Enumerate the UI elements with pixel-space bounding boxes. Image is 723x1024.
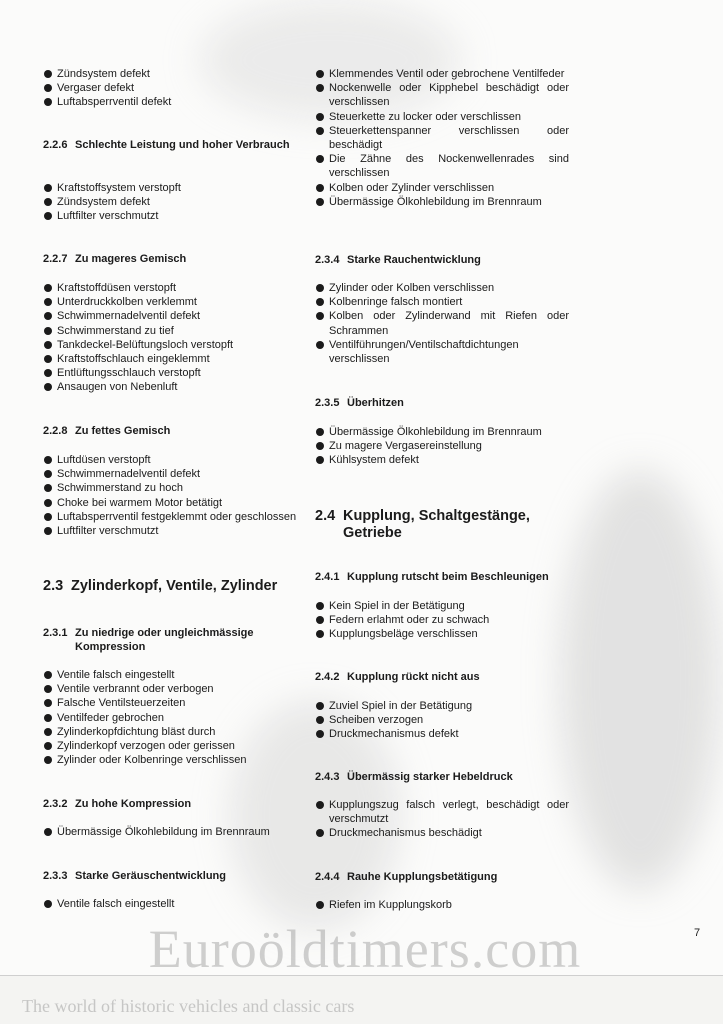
watermark-tagline: The world of historic vehicles and classic cars bbox=[22, 996, 355, 1016]
list-item: Zylinder oder Kolben verschlissen bbox=[315, 281, 569, 295]
list-item: Druckmechanismus defekt bbox=[315, 727, 569, 741]
heading-2-3-1: 2.3.1 Zu niedrige oder ungleichmässige Kompression bbox=[43, 627, 254, 654]
heading-2-3-2: 2.3.2 Zu hohe Kompression bbox=[43, 798, 192, 810]
list-2-4-1 bbox=[315, 599, 569, 642]
list-item: Zündsystem defekt bbox=[43, 195, 299, 209]
list-2-3-2 bbox=[43, 825, 299, 839]
list-item: Luftfilter verschmutzt bbox=[43, 524, 299, 538]
heading-2-4-4: 2.4.4 Rauhe Kupplungsbetätigung bbox=[315, 871, 498, 883]
list-item: Choke bei warmem Motor betätigt bbox=[43, 496, 299, 510]
heading-2-4-2: 2.4.2 Kupplung rückt nicht aus bbox=[315, 671, 480, 683]
list-item: Schwimmernadelventil defekt bbox=[43, 309, 299, 323]
list-item: Klemmendes Ventil oder gebrochene Ventilfeder bbox=[315, 67, 569, 81]
heading-2-2-8: 2.2.8 Zu fettes Gemisch bbox=[43, 425, 171, 437]
page-number: 7 bbox=[694, 927, 701, 939]
list-item: Kraftstoffsystem verstopft bbox=[43, 181, 299, 195]
list-item: Druckmechanismus beschädigt bbox=[315, 826, 569, 840]
list-item: Übermässige Ölkohlebildung im Brennraum bbox=[315, 195, 569, 209]
list-item: Ventilführungen/Ventilschaftdichtungen verschlissen bbox=[315, 338, 569, 366]
list-2-2-7 bbox=[43, 281, 299, 395]
list-2-4-4 bbox=[315, 898, 569, 912]
intro-list-left bbox=[43, 67, 299, 110]
list-item: Zylinderkopf verzogen oder gerissen bbox=[43, 739, 299, 753]
list-item: Ansaugen von Nebenluft bbox=[43, 380, 299, 394]
list-item: Kupplungsbeläge verschlissen bbox=[315, 627, 569, 641]
list-2-2-6 bbox=[43, 181, 299, 224]
list-2-3-4 bbox=[315, 281, 569, 366]
list-item: Übermässige Ölkohlebildung im Brennraum bbox=[315, 425, 569, 439]
list-item: Zylinder oder Kolbenringe verschlissen bbox=[43, 753, 299, 767]
list-item: Ventilfeder gebrochen bbox=[43, 711, 299, 725]
list-item: Schwimmernadelventil defekt bbox=[43, 467, 299, 481]
list-item: Zylinderkopfdichtung bläst durch bbox=[43, 725, 299, 739]
list-item: Luftfilter verschmutzt bbox=[43, 209, 299, 223]
heading-2-3-4: 2.3.4 Starke Rauchentwicklung bbox=[315, 254, 481, 266]
list-item: Zündsystem defekt bbox=[43, 67, 299, 81]
list-2-2-8 bbox=[43, 453, 299, 538]
list-item: Nockenwelle oder Kipphebel beschädigt oder verschlissen bbox=[315, 81, 569, 109]
list-item: Steuerkettenspanner verschlissen oder beschädigt bbox=[315, 124, 569, 152]
list-item: Ventile falsch eingestellt bbox=[43, 668, 299, 682]
heading-2-3-5: 2.3.5 Überhitzen bbox=[315, 397, 404, 409]
list-item: Tankdeckel-Belüftungsloch verstopft bbox=[43, 338, 299, 352]
water-stain bbox=[560, 470, 720, 890]
list-item: Falsche Ventilsteuerzeiten bbox=[43, 696, 299, 710]
list-item: Scheiben verzogen bbox=[315, 713, 569, 727]
list-2-3-1 bbox=[43, 668, 299, 767]
list-item: Riefen im Kupplungskorb bbox=[315, 898, 569, 912]
list-item: Luftdüsen verstopft bbox=[43, 453, 299, 467]
watermark-logo: Euroöldtimers.com bbox=[148, 919, 582, 979]
list-2-4-2 bbox=[315, 699, 569, 742]
list-item: Luftabsperrventil defekt bbox=[43, 95, 299, 109]
heading-2-3-3: 2.3.3 Starke Geräuschentwicklung bbox=[43, 870, 226, 882]
heading-2-3: 2.3 Zylinderkopf, Ventile, Zylinder bbox=[43, 578, 278, 594]
list-item: Kolben oder Zylinderwand mit Riefen oder Schrammen bbox=[315, 309, 569, 337]
list-item: Schwimmerstand zu tief bbox=[43, 324, 299, 338]
list-item: Kraftstoffdüsen verstopft bbox=[43, 281, 299, 295]
list-item: Ventile falsch eingestellt bbox=[43, 897, 299, 911]
list-item: Zu magere Vergasereinstellung bbox=[315, 439, 569, 453]
heading-2-4-1: 2.4.1 Kupplung rutscht beim Beschleunigen bbox=[315, 571, 549, 583]
list-item: Übermässige Ölkohlebildung im Brennraum bbox=[43, 825, 299, 839]
heading-2-4-3: 2.4.3 Übermässig starker Hebeldruck bbox=[315, 771, 513, 783]
list-2-3-3 bbox=[43, 897, 299, 911]
list-item: Unterdruckkolben verklemmt bbox=[43, 295, 299, 309]
list-item: Steuerkette zu locker oder verschlissen bbox=[315, 110, 569, 124]
list-item: Entlüftungsschlauch verstopft bbox=[43, 366, 299, 380]
list-item: Federn erlahmt oder zu schwach bbox=[315, 613, 569, 627]
list-item: Kein Spiel in der Betätigung bbox=[315, 599, 569, 613]
list-item: Schwimmerstand zu hoch bbox=[43, 481, 299, 495]
list-2-3-5 bbox=[315, 425, 569, 468]
list-item: Zuviel Spiel in der Betätigung bbox=[315, 699, 569, 713]
list-item: Die Zähne des Nockenwellenrades sind verschlissen bbox=[315, 152, 569, 180]
heading-2-2-7: 2.2.7 Zu mageres Gemisch bbox=[43, 253, 187, 265]
list-item: Kupplungszug falsch verlegt, beschädigt oder verschmutzt bbox=[315, 798, 569, 826]
list-item: Kraftstoffschlauch eingeklemmt bbox=[43, 352, 299, 366]
list-item: Kolben oder Zylinder verschlissen bbox=[315, 181, 569, 195]
heading-2-2-6: 2.2.6 Schlechte Leistung und hoher Verbrauch bbox=[43, 139, 290, 151]
list-item: Ventile verbrannt oder verbogen bbox=[43, 682, 299, 696]
list-item: Kolbenringe falsch montiert bbox=[315, 295, 569, 309]
heading-2-4: 2.4 Kupplung, Schaltgestänge, Getriebe bbox=[315, 508, 530, 541]
list-item: Vergaser defekt bbox=[43, 81, 299, 95]
list-item: Kühlsystem defekt bbox=[315, 453, 569, 467]
list-2-4-3 bbox=[315, 798, 569, 841]
intro-list-right bbox=[315, 67, 569, 209]
list-item: Luftabsperrventil festgeklemmt oder geschlossen bbox=[43, 510, 299, 524]
